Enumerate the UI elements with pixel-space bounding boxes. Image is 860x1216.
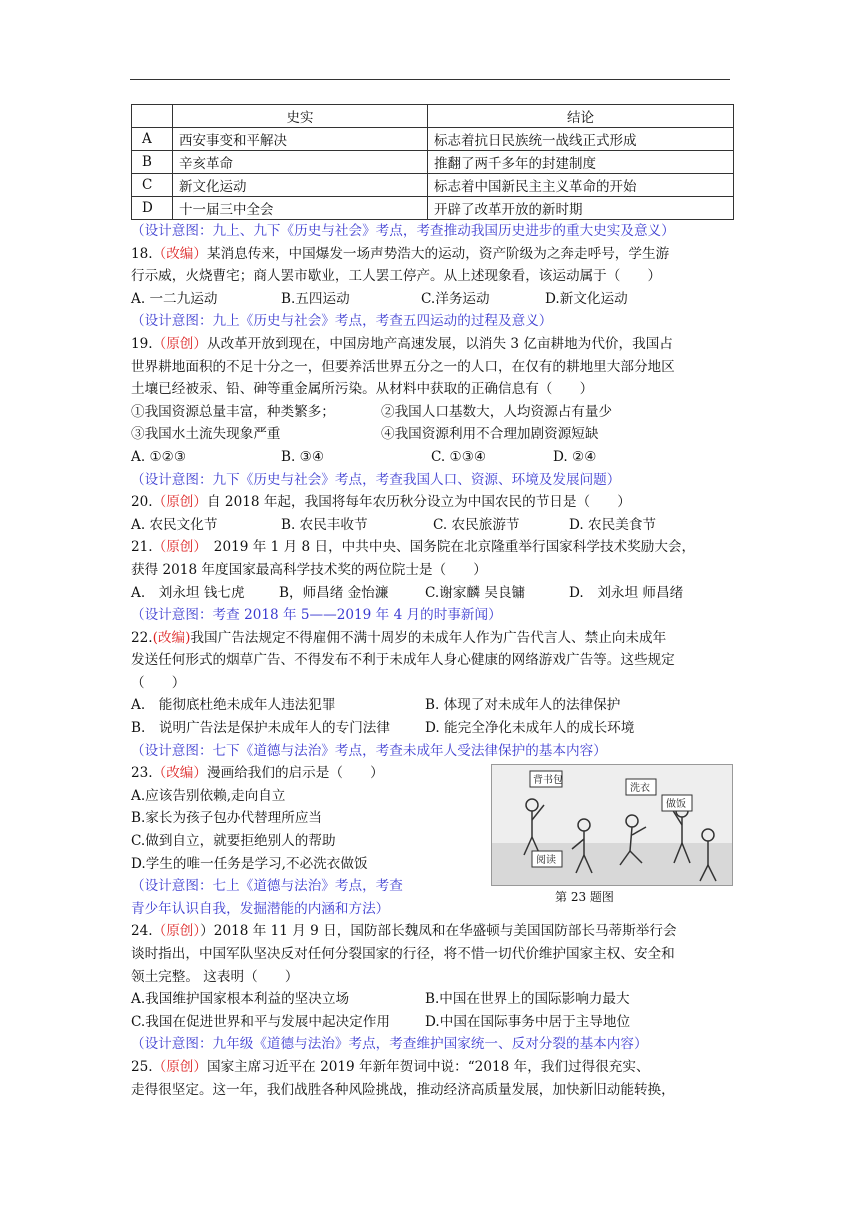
option-b: B. 体现了对未成年人的法律保护 — [425, 697, 621, 714]
design-note-23-cont: 青少年认识自我，发掘潜能的内涵和方法） — [131, 900, 390, 917]
question-number: 19. — [131, 335, 153, 352]
option-c: C.洋务运动 — [421, 290, 490, 307]
source-tag: （原创） — [152, 494, 207, 511]
question-21-options — [131, 582, 735, 605]
question-text: ）2018 年 11 月 9 日，国防部长魏凤和在华盛顿与美国国防部长马蒂斯举行会 — [200, 923, 677, 940]
row-fact: 西安事变和平解决 — [173, 128, 428, 151]
table-row — [132, 174, 734, 197]
question-24 — [131, 920, 735, 943]
question-text: 某消息传来，中国爆发一场声势浩大的运动，资产阶级为之奔走呼号，学生游 — [207, 245, 670, 262]
source-tag: （原创） — [152, 1058, 207, 1075]
design-note-21: （设计意图：考查 2018 年 5——2019 年 4 月的时事新闻） — [131, 607, 502, 624]
source-tag: （原创） — [152, 335, 207, 352]
row-letter: B — [132, 151, 173, 174]
option-b: B. ③④ — [281, 448, 325, 465]
question-24-cont: 谈时指出，中国军队坚决反对任何分裂国家的行径，将不惜一切代价维护国家主权、安全和 — [131, 946, 675, 962]
cartoon-sign: 背书包 — [533, 775, 563, 787]
row-conclusion: 标志着中国新民主主义革命的开始 — [428, 174, 734, 197]
table-row — [132, 197, 734, 220]
question-19 — [131, 333, 735, 356]
option-c: B. 说明广告法是保护未成年人的专门法律 — [131, 720, 390, 737]
question-22-options — [131, 694, 735, 717]
question-22-cont: 发送任何形式的烟草广告、不得发布不利于未成年人身心健康的网络游戏广告等。这些规定 — [131, 652, 675, 669]
table-header-blank — [132, 105, 173, 128]
question-number: 23. — [131, 765, 153, 782]
question-text: 从改革开放到现在，中国房地产高速发展，以消失 3 亿亩耕地为代价，我国占 — [207, 335, 673, 352]
design-note-19: （设计意图：九下《历史与社会》考点，考查我国人口、资源、环境及发展问题） — [131, 471, 621, 488]
source-tag: (改编) — [152, 629, 191, 646]
table-header-fact: 史实 — [173, 105, 428, 128]
design-note-23: （设计意图：七上《道德与法治》考点，考查 — [131, 878, 403, 895]
option-a: A. 农民文化节 — [131, 516, 218, 533]
option-d: D.新文化运动 — [545, 290, 628, 307]
design-note-24: （设计意图：九年级《道德与法治》考点，考查维护国家统一、反对分裂的基本内容） — [131, 1036, 648, 1053]
header-rule — [130, 79, 730, 80]
table-row — [132, 128, 734, 151]
question-text: 我国广告法规定不得雇佣不满十周岁的未成年人作为广告代言人、禁止向未成年 — [190, 629, 667, 646]
question-24-options — [131, 988, 735, 1011]
row-fact: 十一届三中全会 — [173, 197, 428, 220]
row-fact: 新文化运动 — [173, 174, 428, 197]
question-19-cont: 世界耕地面积的不足十分之一，但要养活世界五分之一的人口，在仅有的耕地里大部分地区 — [131, 358, 675, 375]
question-text: 国家主席习近平在 2019 年新年贺词中说：“2018 年，我们过得很充实、 — [207, 1058, 650, 1075]
question-22-cont: （ ） — [131, 674, 186, 691]
table-header-row — [132, 105, 734, 128]
option-c: C.做到自立，就要拒绝别人的帮助 — [131, 833, 336, 850]
question-18 — [131, 243, 735, 266]
statement-2: ②我国人口基数大，人均资源占有量少 — [381, 403, 613, 420]
question-number: 22. — [131, 629, 153, 646]
source-tag: （改编） — [152, 765, 207, 782]
source-tag: （原创） — [152, 539, 201, 556]
question-21-cont: 获得 2018 年度国家最高科学技术奖的两位院士是（ ） — [131, 561, 487, 578]
question-19-options — [131, 446, 735, 469]
question-22 — [131, 627, 735, 650]
row-conclusion: 推翻了两千多年的封建制度 — [428, 151, 734, 174]
question-19-cont: 土壤已经被汞、铅、砷等重金属所污染。从材料中获取的正确信息有（ ） — [131, 381, 594, 398]
question-24-options — [131, 1011, 735, 1034]
option-c: C.谢家麟 吴良镛 — [425, 584, 526, 601]
question-21 — [131, 536, 735, 559]
cartoon-sign: 洗衣 — [630, 783, 650, 795]
option-d: D.中国在国际事务中居于主导地位 — [425, 1013, 631, 1030]
question-22-options — [131, 717, 735, 740]
option-b: B.家长为孩子包办代替理所应当 — [131, 810, 323, 827]
question-25 — [131, 1056, 735, 1079]
history-table — [131, 104, 734, 220]
option-a: A. 刘永坦 钱七虎 — [131, 584, 245, 601]
question-20-options — [131, 514, 735, 537]
option-a: A.应该告别依赖,走向自立 — [131, 787, 286, 804]
table-row — [132, 151, 734, 174]
option-d: D. 能完全净化未成年人的成长环境 — [425, 720, 635, 737]
option-b: B，师昌绪 金怡濂 — [279, 584, 389, 601]
question-number: 21. — [131, 539, 153, 556]
option-a: A. 一二九运动 — [131, 290, 218, 307]
design-note-22: （设计意图：七下《道德与法治》考点，考查未成年人受法律保护的基本内容） — [131, 742, 607, 759]
row-letter: D — [132, 197, 173, 220]
row-letter: C — [132, 174, 173, 197]
option-b: B.五四运动 — [281, 290, 350, 307]
source-tag: （改编） — [152, 245, 207, 262]
question-text: 2019 年 1 月 8 日，中共中央、国务院在北京隆重举行国家科学技术奖励大会， — [200, 539, 696, 556]
question-number: 24. — [131, 923, 153, 940]
option-d: D. 农民美食节 — [569, 516, 657, 533]
source-tag: （原创） — [152, 923, 201, 940]
question-text: 自 2018 年起，我国将每年农历秋分设立为中国农民的节日是（ ） — [207, 494, 631, 511]
row-letter: A — [132, 128, 173, 151]
option-c: C. ①③④ — [431, 448, 487, 465]
row-conclusion: 标志着抗日民族统一战线正式形成 — [428, 128, 734, 151]
option-c: C. 农民旅游节 — [433, 516, 520, 533]
statement-4: ④我国资源利用不合理加剧资源短缺 — [381, 426, 599, 443]
design-note-17: （设计意图：九上、九下《历史与社会》考点，考查推动我国历史进步的重大史实及意义） — [131, 223, 675, 239]
question-number: 18. — [131, 245, 153, 262]
question-text: 漫画给我们的启示是（ ） — [207, 765, 384, 782]
option-a: A.我国维护国家根本利益的坚决立场 — [131, 991, 350, 1008]
question-23-block — [131, 762, 735, 920]
option-b: B. 农民丰收节 — [281, 516, 368, 533]
design-note-18: （设计意图：九上《历史与社会》考点，考查五四运动的过程及意义） — [131, 313, 553, 330]
option-c: C.我国在促进世界和平与发展中起决定作用 — [131, 1013, 390, 1030]
option-a: A. 能彻底杜绝未成年人违法犯罪 — [131, 697, 336, 714]
question-19-statements — [131, 423, 735, 446]
row-conclusion: 开辟了改革开放的新时期 — [428, 197, 734, 220]
question-25-cont: 走得很坚定。这一年，我们战胜各种风险挑战，推动经济高质量发展，加快新旧动能转换， — [131, 1081, 675, 1098]
statement-1: ①我国资源总量丰富，种类繁多； — [131, 403, 335, 420]
table-header-conclusion: 结论 — [428, 105, 734, 128]
option-d: D.学生的唯一任务是学习,不必洗衣做饭 — [131, 855, 368, 872]
question-19-statements — [131, 401, 735, 424]
cartoon-sign: 阅读 — [536, 855, 556, 867]
row-fact: 辛亥革命 — [173, 151, 428, 174]
option-d: D. ②④ — [553, 448, 597, 465]
question-18-cont: 行示威，火烧曹宅；商人罢市歇业，工人罢工停产。从上述现象看，该运动属于（ ） — [131, 268, 662, 285]
question-number: 25. — [131, 1058, 153, 1075]
option-b: B.中国在世界上的国际影响力最大 — [425, 991, 630, 1008]
question-24-cont: 领土完整。 这表明（ ） — [131, 968, 299, 985]
document-body — [131, 104, 735, 1101]
statement-3: ③我国水土流失现象严重 — [131, 426, 281, 443]
cartoon-sign: 做饭 — [666, 799, 686, 811]
option-a: A. ①②③ — [131, 448, 187, 465]
question-18-options — [131, 288, 735, 311]
cartoon-caption: 第 23 题图 — [555, 890, 614, 905]
cartoon-image — [491, 764, 733, 886]
question-number: 20. — [131, 494, 153, 511]
option-d: D. 刘永坦 师昌绪 — [569, 584, 684, 601]
question-20 — [131, 491, 735, 514]
